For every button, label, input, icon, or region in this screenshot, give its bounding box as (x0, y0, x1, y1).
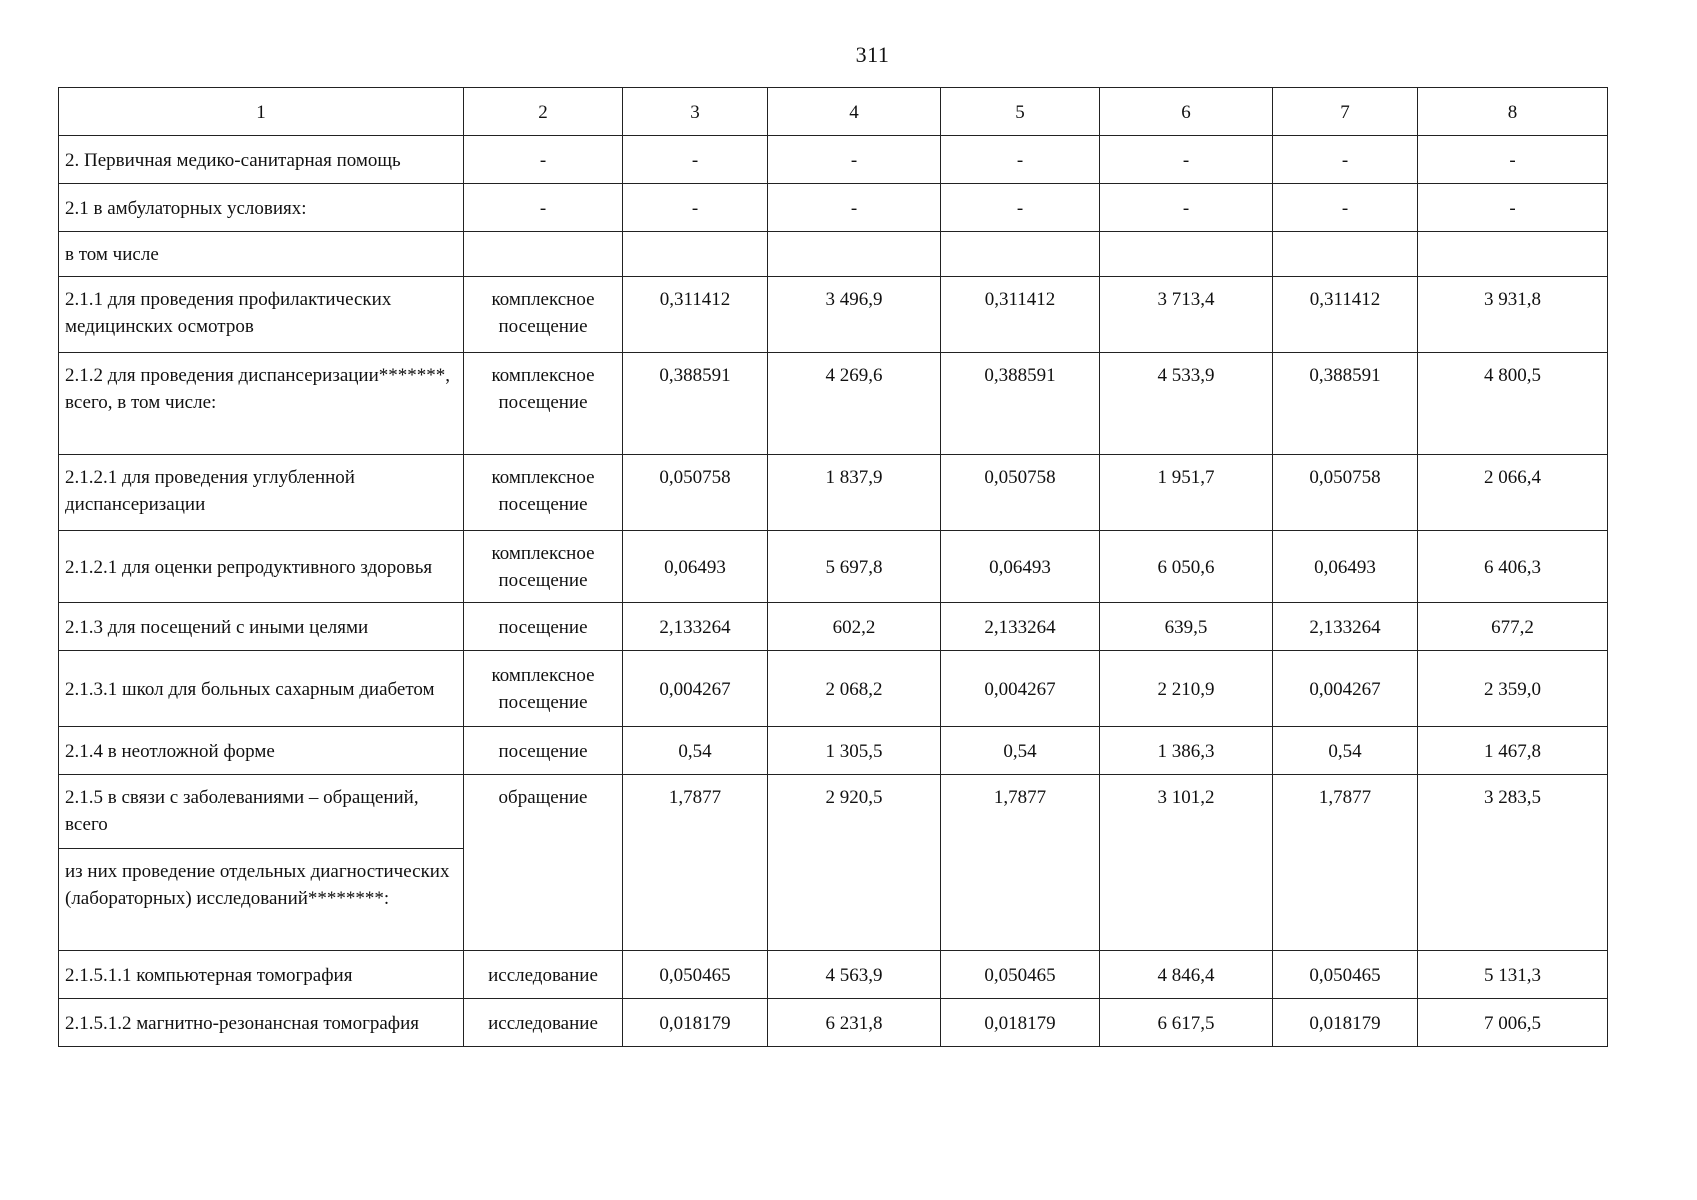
value-cell: 0,311412 (623, 277, 768, 353)
value-cell: 1 305,5 (768, 727, 941, 775)
value-cell: 0,050758 (941, 455, 1100, 531)
value-cell: - (1273, 184, 1418, 232)
row-label: 2.1.5 в связи с заболеваниями – обращений, всего (59, 775, 464, 849)
value-cell: 0,06493 (941, 531, 1100, 603)
unit-cell (464, 232, 623, 277)
data-table (58, 87, 1608, 1047)
value-cell: 0,06493 (623, 531, 768, 603)
unit-cell: исследование (464, 951, 623, 999)
value-cell: 2 920,5 (768, 775, 941, 951)
value-cell: 0,388591 (1273, 353, 1418, 455)
table-row (59, 136, 1608, 184)
value-cell: 0,004267 (1273, 651, 1418, 727)
value-cell: 1,7877 (1273, 775, 1418, 951)
header-cell: 1 (59, 88, 464, 136)
value-cell: 1 386,3 (1100, 727, 1273, 775)
value-cell: 5 697,8 (768, 531, 941, 603)
value-cell: 2,133264 (623, 603, 768, 651)
unit-cell: комплексное посещение (464, 455, 623, 531)
row-label: 2. Первичная медико-санитарная помощь (59, 136, 464, 184)
row-label: 2.1.3 для посещений с иными целями (59, 603, 464, 651)
unit-cell: комплексное посещение (464, 277, 623, 353)
value-cell (1273, 232, 1418, 277)
value-cell: 4 846,4 (1100, 951, 1273, 999)
header-row (59, 88, 1608, 136)
table-row (59, 531, 1608, 603)
value-cell: 2 068,2 (768, 651, 941, 727)
value-cell: 6 406,3 (1418, 531, 1608, 603)
value-cell: - (1418, 184, 1608, 232)
value-cell: 0,050465 (1273, 951, 1418, 999)
value-cell (623, 232, 768, 277)
value-cell: - (1100, 136, 1273, 184)
value-cell: 0,54 (1273, 727, 1418, 775)
unit-cell: комплексное посещение (464, 651, 623, 727)
value-cell: 4 269,6 (768, 353, 941, 455)
value-cell: 0,54 (623, 727, 768, 775)
value-cell: 5 131,3 (1418, 951, 1608, 999)
header-cell: 4 (768, 88, 941, 136)
value-cell: 677,2 (1418, 603, 1608, 651)
unit-cell: комплексное посещение (464, 353, 623, 455)
row-label: 2.1.3.1 школ для больных сахарным диабетом (59, 651, 464, 727)
value-cell: 0,018179 (1273, 999, 1418, 1047)
value-cell: 2 066,4 (1418, 455, 1608, 531)
value-cell: - (1418, 136, 1608, 184)
value-cell: 3 496,9 (768, 277, 941, 353)
value-cell: 7 006,5 (1418, 999, 1608, 1047)
value-cell: 6 617,5 (1100, 999, 1273, 1047)
value-cell: 4 800,5 (1418, 353, 1608, 455)
row-label: 2.1.5.1.2 магнитно-резонансная томография (59, 999, 464, 1047)
value-cell: 6 050,6 (1100, 531, 1273, 603)
value-cell: - (1273, 136, 1418, 184)
value-cell: 0,388591 (941, 353, 1100, 455)
value-cell: 1 951,7 (1100, 455, 1273, 531)
table-row (59, 277, 1608, 353)
value-cell: - (941, 136, 1100, 184)
value-cell: 0,018179 (941, 999, 1100, 1047)
header-cell: 3 (623, 88, 768, 136)
table-row (59, 999, 1608, 1047)
value-cell (1100, 232, 1273, 277)
table-row (59, 232, 1608, 277)
row-sublabel: из них проведение отдельных диагностических (лабораторных) исследований********: (59, 849, 464, 951)
value-cell: 6 231,8 (768, 999, 941, 1047)
value-cell: 1 467,8 (1418, 727, 1608, 775)
page-number: 311 (855, 42, 890, 67)
value-cell: 0,311412 (941, 277, 1100, 353)
value-cell: 0,050465 (623, 951, 768, 999)
value-cell: 2,133264 (941, 603, 1100, 651)
value-cell: 639,5 (1100, 603, 1273, 651)
value-cell: 0,388591 (623, 353, 768, 455)
value-cell: 3 101,2 (1100, 775, 1273, 951)
row-label: 2.1.2 для проведения диспансеризации*******, всего, в том числе: (59, 353, 464, 455)
value-cell: 0,050465 (941, 951, 1100, 999)
value-cell: 4 533,9 (1100, 353, 1273, 455)
table-row (59, 603, 1608, 651)
header-cell: 7 (1273, 88, 1418, 136)
value-cell (941, 232, 1100, 277)
value-cell: 1,7877 (623, 775, 768, 951)
header-cell: 8 (1418, 88, 1608, 136)
row-label: 2.1.2.1 для проведения углубленной диспансеризации (59, 455, 464, 531)
value-cell: - (768, 184, 941, 232)
value-cell: 0,311412 (1273, 277, 1418, 353)
value-cell: 3 931,8 (1418, 277, 1608, 353)
header-cell: 2 (464, 88, 623, 136)
value-cell: 1 837,9 (768, 455, 941, 531)
table-row (59, 353, 1608, 455)
row-label: 2.1.2.1 для оценки репродуктивного здоровья (59, 531, 464, 603)
value-cell: 2 359,0 (1418, 651, 1608, 727)
row-label: в том числе (59, 232, 464, 277)
unit-cell: комплексное посещение (464, 531, 623, 603)
table-row (59, 951, 1608, 999)
row-label: 2.1.4 в неотложной форме (59, 727, 464, 775)
row-label: 2.1.5.1.1 компьютерная томография (59, 951, 464, 999)
table-row (59, 775, 1608, 849)
value-cell: - (623, 136, 768, 184)
value-cell: - (1100, 184, 1273, 232)
unit-cell: посещение (464, 727, 623, 775)
value-cell: - (768, 136, 941, 184)
value-cell: 0,018179 (623, 999, 768, 1047)
header-cell: 5 (941, 88, 1100, 136)
value-cell: - (941, 184, 1100, 232)
value-cell: 2,133264 (1273, 603, 1418, 651)
table-row (59, 727, 1608, 775)
header-cell: 6 (1100, 88, 1273, 136)
unit-cell: исследование (464, 999, 623, 1047)
table-body (59, 88, 1608, 1047)
value-cell: 3 713,4 (1100, 277, 1273, 353)
table-row (59, 455, 1608, 531)
value-cell (768, 232, 941, 277)
value-cell: 3 283,5 (1418, 775, 1608, 951)
value-cell: 0,54 (941, 727, 1100, 775)
value-cell: 0,06493 (1273, 531, 1418, 603)
table-row (59, 651, 1608, 727)
unit-cell: посещение (464, 603, 623, 651)
unit-cell: - (464, 184, 623, 232)
value-cell: 602,2 (768, 603, 941, 651)
unit-cell: - (464, 136, 623, 184)
value-cell: 0,004267 (941, 651, 1100, 727)
value-cell: 4 563,9 (768, 951, 941, 999)
row-label: 2.1.1 для проведения профилактических медицинских осмотров (59, 277, 464, 353)
value-cell: 2 210,9 (1100, 651, 1273, 727)
row-label: 2.1 в амбулаторных условиях: (59, 184, 464, 232)
unit-cell: обращение (464, 775, 623, 951)
value-cell: 1,7877 (941, 775, 1100, 951)
value-cell: 0,050758 (623, 455, 768, 531)
value-cell: 0,050758 (1273, 455, 1418, 531)
value-cell: 0,004267 (623, 651, 768, 727)
table-row (59, 184, 1608, 232)
value-cell (1418, 232, 1608, 277)
value-cell: - (623, 184, 768, 232)
